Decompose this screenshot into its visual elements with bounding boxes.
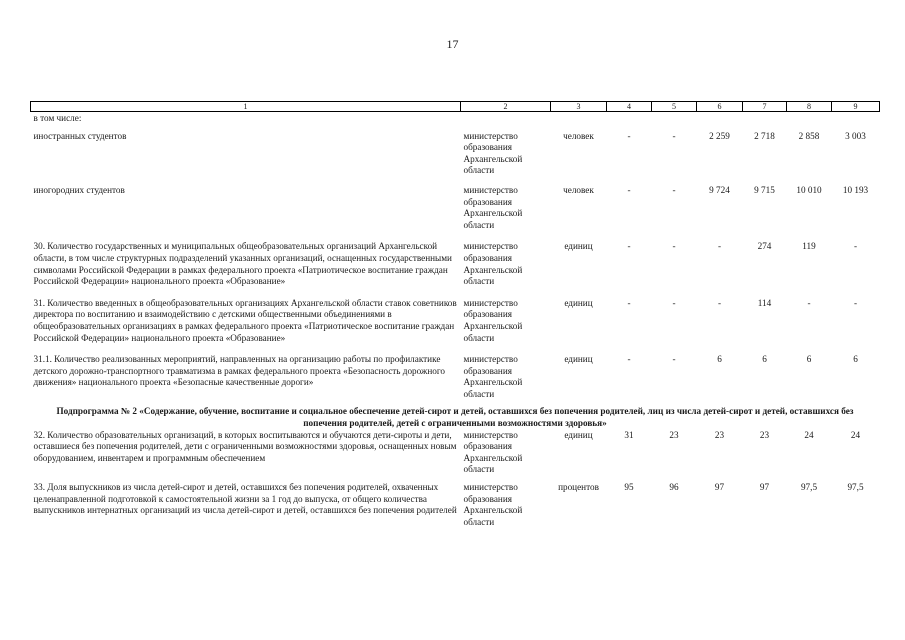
unit-cell: человек [563, 184, 594, 195]
responsible-org: министерство образования Архангельской области [463, 241, 523, 287]
intro-text: в том числе: [33, 113, 82, 123]
value-cell: 3 003 [845, 130, 866, 141]
unit-cell: процентов [558, 482, 599, 493]
table-row [31, 185, 880, 231]
value-cell: 2 259 [709, 130, 730, 141]
value-cell: - [853, 297, 858, 308]
table-row [31, 241, 880, 287]
value-cell: 23 [759, 429, 770, 440]
unit-cell: единиц [564, 429, 593, 440]
column-number: 9 [832, 102, 880, 112]
value-cell: 10 193 [842, 184, 869, 195]
value-cell: - [627, 241, 631, 252]
value-cell: 10 010 [796, 184, 822, 195]
column-number: 5 [652, 102, 697, 112]
table-row [31, 354, 880, 400]
value-cell: - [672, 241, 676, 252]
value-cell: - [672, 184, 676, 195]
value-cell: - [717, 241, 722, 252]
value-cell: - [717, 297, 722, 308]
value-cell: 23 [669, 429, 679, 440]
value-cell: 119 [802, 241, 816, 252]
value-cell: - [627, 354, 631, 365]
unit-cell: единиц [564, 354, 593, 365]
indicator-name: 32. Количество образовательных организаций, в которых воспитываются и обучаются дети-сироты и дети, оставшиеся без попечения родителей, дети с ограниченными возможностями здоровья, оснащенных новым оборудованием, инвентарем и программным обеспечением [33, 429, 457, 463]
indicator-name: 31. Количество введенных в общеобразовательных организациях Архангельской области ставок советников директора по воспитанию и взаимодействию с детскими общественными объединениями в общеобразовательных организациях в рамках федерального проекта «Патриотическое воспитание граждан Российской Федерации» национального проекта «Образование» [33, 297, 457, 343]
value-cell: 274 [757, 241, 772, 252]
unit-cell: единиц [564, 241, 593, 252]
value-cell: 114 [757, 297, 772, 308]
value-cell: 97,5 [847, 482, 864, 493]
value-cell: 9 715 [754, 184, 775, 195]
indicator-table [30, 101, 880, 528]
value-cell: - [627, 297, 631, 308]
value-cell: 2 718 [754, 130, 775, 141]
value-cell: 97 [759, 482, 770, 493]
page-number: 17 [446, 37, 459, 51]
responsible-org: министерство образования Архангельской области [463, 184, 523, 230]
table-row [31, 112, 880, 131]
indicator-name: иногородних студентов [33, 184, 125, 195]
value-cell: 6 [717, 354, 722, 365]
responsible-org: министерство образования Архангельской области [463, 482, 523, 527]
indicator-name: иностранных студентов [33, 130, 127, 141]
value-cell: - [853, 241, 858, 252]
indicator-name: 30. Количество государственных и муниципальных общеобразовательных организаций Архангельской области, в том числе структурных подразделений указанных организаций, оснащенных государственными символами Российской Федерации в рамках федерального проекта «Патриотическое воспитание граждан Российской Федерации» национального проекта «Образование» [33, 241, 452, 287]
value-cell: - [672, 354, 676, 365]
responsible-org: министерство образования Архангельской области [463, 354, 523, 399]
column-numbers-row [31, 102, 880, 112]
unit-cell: человек [563, 130, 594, 141]
value-cell: 97,5 [800, 482, 818, 493]
column-number: 2 [461, 102, 551, 112]
value-cell: 23 [714, 429, 725, 440]
indicator-name: 31.1. Количество реализованных мероприятий, направленных на организацию работы по профилактике детского дорожно-транспортного травматизма в рамках федерального проекта «Безопасность дорожного движения» национального проекта «Безопасные качественные дороги» [33, 354, 446, 388]
value-cell: 31 [624, 429, 634, 440]
value-cell: 97 [714, 482, 725, 493]
column-number: 4 [607, 102, 652, 112]
value-cell: - [807, 297, 811, 308]
unit-cell: единиц [564, 297, 593, 308]
value-cell: 2 858 [798, 130, 820, 141]
responsible-org: министерство образования Архангельской области [463, 297, 523, 343]
table-row [31, 482, 880, 528]
value-cell: - [672, 297, 676, 308]
value-cell: - [672, 130, 676, 141]
value-cell: 6 [806, 354, 812, 365]
value-cell: 24 [850, 429, 861, 440]
subprogram-heading: Подпрограмма № 2 «Содержание, обучение, воспитание и социальное обеспечение детей-сирот и детей, оставшихся без попечения родителей, лиц из числа детей-сирот и детей, оставшихся без попечения родителей, детей с ограниченными возможностями здоровья» [56, 406, 854, 429]
indicator-name: 33. Доля выпускников из числа детей-сирот и детей, оставшихся без попечения родителей, охваченных целенаправленной подготовкой к самостоятельной жизни за 1 год до выпуска, от общего количества выпускников интернатных организаций из числа детей-сирот и детей, оставшихся без попечения родителей [33, 482, 457, 516]
value-cell: 24 [804, 429, 814, 440]
value-cell: 96 [669, 482, 679, 493]
column-number: 6 [697, 102, 743, 112]
column-number: 7 [743, 102, 787, 112]
value-cell: - [627, 184, 631, 195]
column-number: 1 [31, 102, 461, 112]
subprogram-heading-row [31, 406, 880, 429]
value-cell: 9 724 [709, 184, 730, 195]
table-row [31, 298, 880, 344]
responsible-org: министерство образования Архангельской области [463, 130, 523, 176]
value-cell: 6 [762, 354, 767, 365]
responsible-org: министерство образования Архангельской области [463, 429, 523, 475]
table-row [31, 131, 880, 177]
value-cell: - [627, 130, 631, 141]
value-cell: 95 [624, 482, 634, 493]
column-number: 8 [787, 102, 832, 112]
column-number: 3 [551, 102, 607, 112]
table-row [31, 430, 880, 476]
value-cell: 6 [853, 354, 858, 365]
